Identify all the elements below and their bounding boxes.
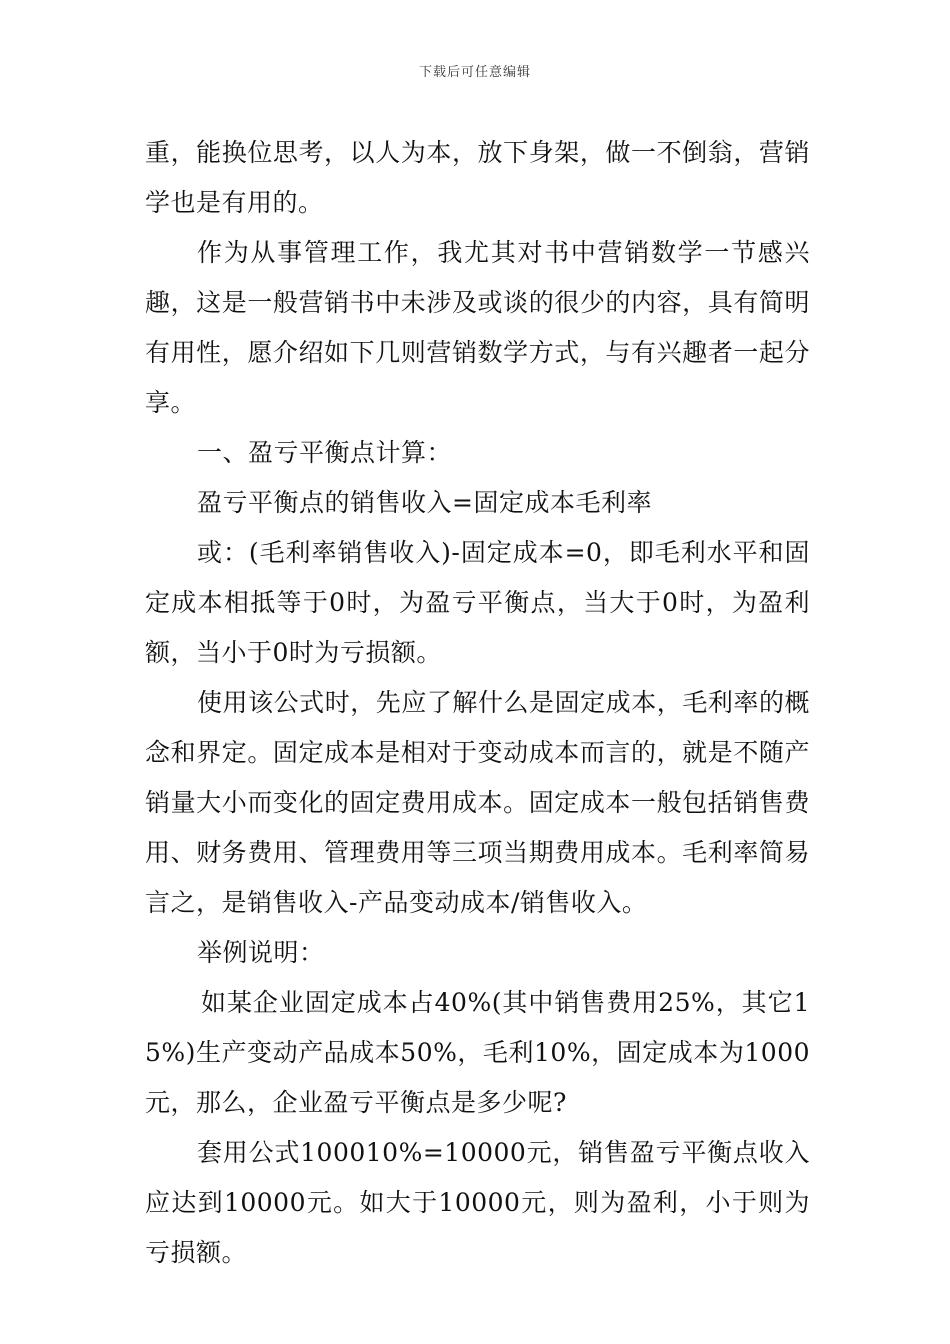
formula-line: 盈亏平衡点的销售收入=固定成本毛利率 [197, 488, 652, 517]
paragraph-continued: 重，能换位思考，以人为本，放下身架，做一不倒翁，营销学也是有用的。 [145, 138, 810, 217]
document-body [145, 128, 810, 1278]
paragraph-formula-explanation: 或：(毛利率销售收入)-固定成本=0，即毛利水平和固定成本相抵等于0时，为盈亏平衡点，当大于0时，为盈利额，当小于0时为亏损额。 [145, 538, 810, 667]
paragraph-intro: 作为从事管理工作，我尤其对书中营销数学一节感兴趣，这是一般营销书中未涉及或谈的很少的内容，具有简明有用性，愿介绍如下几则营销数学方式，与有兴趣者一起分享。 [145, 238, 810, 417]
example-heading: 举例说明： [197, 938, 325, 967]
page-header: 下载后可任意编辑 [418, 65, 531, 80]
paragraph-example: 如某企业固定成本占40%(其中销售费用25%，其它15%)生产变动产品成本50%，毛利10%，固定成本为1000元，那么，企业盈亏平衡点是多少呢? [145, 988, 810, 1117]
section-heading: 一、盈亏平衡点计算： [197, 438, 453, 467]
paragraph-definitions: 使用该公式时，先应了解什么是固定成本，毛利率的概念和界定。固定成本是相对于变动成本而言的，就是不随产销量大小而变化的固定费用成本。固定成本一般包括销售费用、财务费用、管理费用等三项当期费用成本。毛利率简易言之，是销售收入-产品变动成本/销售收入。 [145, 688, 810, 917]
paragraph-result: 套用公式100010%=10000元，销售盈亏平衡点收入应达到10000元。如大于10000元，则为盈利，小于则为亏损额。 [145, 1138, 810, 1267]
